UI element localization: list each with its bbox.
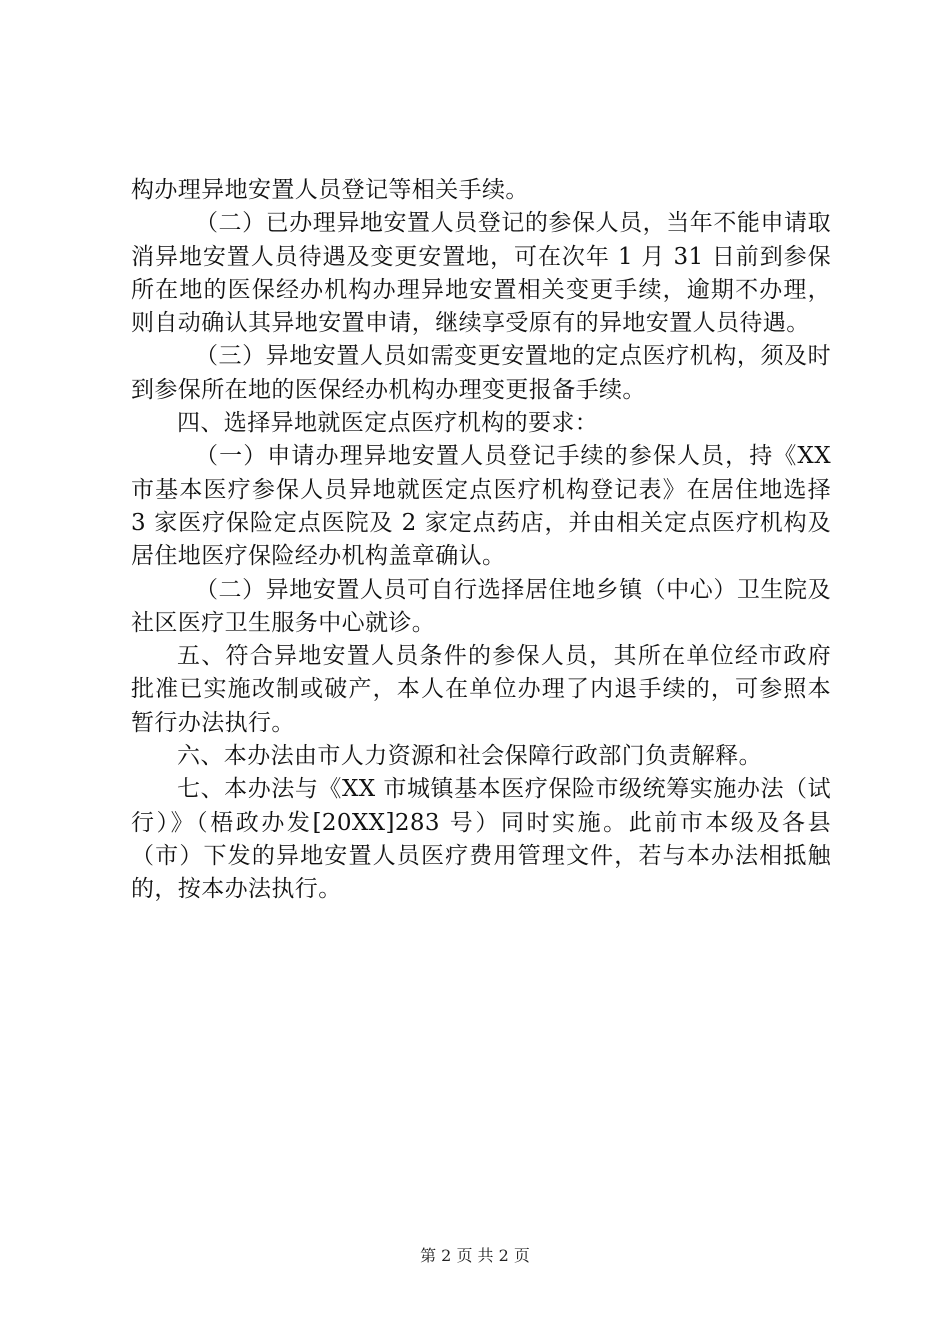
section-5: 五、符合异地安置人员条件的参保人员，其所在单位经市政府批准已实施改制或破产，本人在单位办理了内退手续的，可参照本暂行办法执行。 bbox=[131, 643, 831, 736]
page-number-footer: 第 2 页 共 2 页 bbox=[420, 1246, 530, 1265]
section-heading-4: 四、选择异地就医定点医疗机构的要求： bbox=[177, 410, 599, 437]
paragraph-item-2-3: （三）异地安置人员如需变更安置地的定点医疗机构，须及时到参保所在地的医保经办机构办理变更报备手续。 bbox=[131, 343, 831, 403]
paragraph-item-4-2: （二）异地安置人员可自行选择居住地乡镇（中心）卫生院及社区医疗卫生服务中心就诊。 bbox=[131, 576, 831, 636]
paragraph-continuation: 构办理异地安置人员登记等相关手续。 bbox=[131, 177, 529, 203]
section-6: 六、本办法由市人力资源和社会保障行政部门负责解释。 bbox=[177, 743, 762, 770]
paragraph-item-4-1: （一）申请办理异地安置人员登记手续的参保人员，持《XX 市基本医疗参保人员异地就医定点医疗机构登记表》在居住地选择 3 家医疗保险定点医院及 2 家定点药店，并由相关定点医疗机构及居住地医疗保险经办机构盖章确认。 bbox=[131, 443, 831, 570]
section-7: 七、本办法与《XX 市城镇基本医疗保险市级统筹实施办法（试行）》（梧政办发[20XX]283 号）同时实施。此前市本级及各县（市）下发的异地安置人员医疗费用管理文件，若与本办法相抵触的，按本办法执行。 bbox=[131, 776, 831, 903]
document-body bbox=[131, 174, 831, 907]
paragraph-item-2-2: （二）已办理异地安置人员登记的参保人员，当年不能申请取消异地安置人员待遇及变更安置地，可在次年 1 月 31 日前到参保所在地的医保经办机构办理异地安置相关变更手续，逾期不办理，则自动确认其异地安置申请，继续享受原有的异地安置人员待遇。 bbox=[131, 210, 831, 337]
